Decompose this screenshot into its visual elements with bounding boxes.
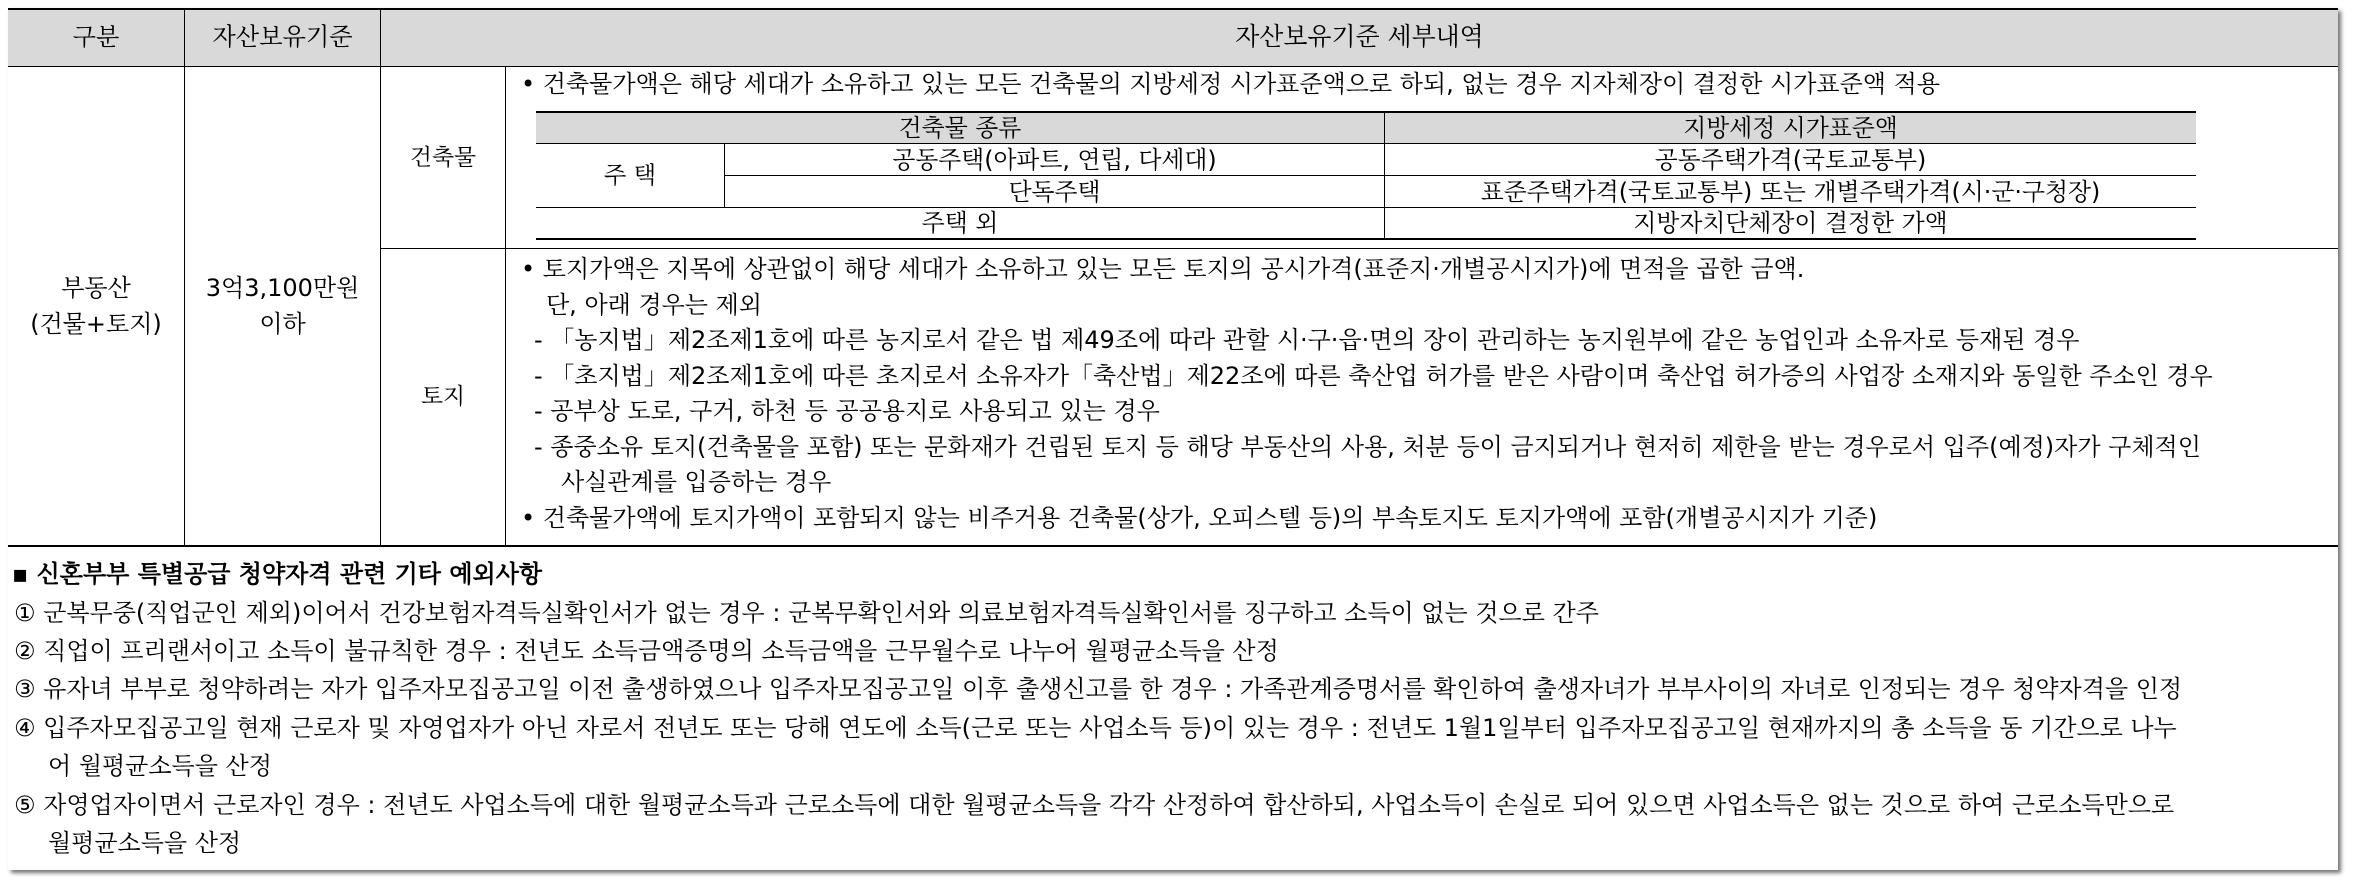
header-category: 구분 (72, 23, 120, 51)
building-label: 건축물 (409, 144, 477, 171)
land-line-7: 사실관계를 입증하는 경우 (561, 468, 832, 496)
land-line-5: - 공부상 도로, 구거, 하천 등 공공용지로 사용되고 있는 경우 (534, 397, 1160, 425)
note-2: ② 직업이 프리랜서이고 소득이 불규칙한 경우 : 전년도 소득금액증명의 소득금액을 근무월수로 나누어 월평균소득을 산정 (14, 637, 1279, 665)
note-4: ④ 입주자모집공고일 현재 근로자 및 자영업자가 아닌 자로서 전년도 또는 당해 연도에 소득(근로 또는 사업소득 등)이 있는 경우 : 전년도 1월1일부터 입주자모집공고일 현재까지의 총 소득을 동 기간으로 나누 (14, 714, 2177, 742)
note-1: ① 군복무중(직업군인 제외)이어서 건강보험자격득실확인서가 없는 경우 : 군복무확인서와 의료보험자격득실확인서를 징구하고 소득이 없는 것으로 간주 (14, 599, 1599, 627)
land-label: 토지 (420, 384, 466, 410)
table-bottom-border (8, 545, 2338, 547)
note-3: ③ 유자녀 부부로 청약하려는 자가 입주자모집공고일 이전 출생하였으나 입주자모집공고일 이후 출생신고를 한 경우 : 가족관계증명서를 확인하여 출생자녀가 부부사이의 자녀로 인정되는 경우 청약자격을 인정 (14, 675, 2183, 703)
land-line-4: - 「초지법」제2조제1호에 따른 초지로서 소유자가「축산법」제22조에 따른 축산업 허가를 받은 사람이며 축산업 허가증의 사업장 소재지와 동일한 주소인 경우 (534, 362, 2213, 390)
category-cell (8, 67, 184, 545)
category-line-1: 부동산 (61, 274, 131, 302)
note-5: ⑤ 자영업자이면서 근로자인 경우 : 전년도 사업소득에 대한 월평균소득과 근로소득에 대한 월평균소득을 각각 산정하여 합산하되, 사업소득이 손실로 되어 있으면 사업소득은 없는 것으로 하여 근로소득만으로 (14, 791, 2175, 819)
subtable-row-3-type: 주택 외 (921, 209, 999, 237)
notes-title: ▪ 신혼부부 특별공급 청약자격 관련 기타 예외사항 (12, 560, 543, 588)
note-5-cont: 월평균소득을 산정 (48, 829, 242, 857)
subtable-row-1-std: 공동주택가격(국토교통부) (1654, 145, 1927, 174)
land-line-8: • 건축물가액에 토지가액이 포함되지 않는 비주거용 건축물(상가, 오피스텔 등)의 부속토지도 토지가액에 포함(개별공시지가 기준) (521, 504, 1878, 532)
subtable-bottom-border (536, 238, 2196, 240)
land-line-3: - 「농지법」제2조제1호에 따른 농지로서 같은 법 제49조에 따라 관할 시·구·읍·면의 장이 관리하는 농지원부에 같은 농업인과 소유자로 등재된 경우 (534, 326, 2080, 354)
housing-label: 주 택 (603, 161, 657, 189)
note-4-cont: 어 월평균소득을 산정 (48, 752, 272, 780)
land-line-1: • 토지가액은 지목에 상관없이 해당 세대가 소유하고 있는 모든 토지의 공시가격(표준지·개별공시지가)에 면적을 곱한 금액. (521, 255, 1805, 283)
col-divider-3 (505, 66, 506, 546)
subtable-head-std: 지방세정 시가표준액 (1683, 113, 1898, 142)
header-details: 자산보유기준 세부내역 (1235, 22, 1484, 51)
subtable-head-type: 건축물 종류 (898, 113, 1022, 142)
criteria-line-1: 3억3,100만원 (205, 274, 360, 302)
subtable-row-3-std: 지방자치단체장이 결정한 가액 (1633, 209, 1948, 237)
category-line-2: (건물+토지) (30, 310, 162, 338)
header-criteria: 자산보유기준 (212, 23, 353, 51)
building-land-divider (380, 248, 2338, 249)
building-bullet: • 건축물가액은 해당 세대가 소유하고 있는 모든 건축물의 지방세정 시가표준액으로 하되, 없는 경우 지자체장이 결정한 시가표준액 적용 (521, 70, 1940, 98)
land-line-6: - 종중소유 토지(건축물을 포함) 또는 문화재가 건립된 토지 등 해당 부동산의 사용, 처분 등이 금지되거나 현저히 제한을 받는 경우로서 입주(예정)자가 구체적인 (534, 433, 2201, 461)
subtable-row-2-std: 표준주택가격(국토교통부) 또는 개별주택가격(시·군·구청장) (1480, 177, 2101, 206)
subtable-row-1-type: 공동주택(아파트, 연립, 다세대) (892, 145, 1217, 174)
document-frame (8, 8, 2338, 870)
subtable-row-2-type: 단독주택 (1008, 177, 1101, 206)
land-line-2: 단, 아래 경우는 제외 (546, 291, 762, 319)
criteria-line-2: 이하 (259, 310, 306, 338)
criteria-cell (185, 67, 380, 545)
